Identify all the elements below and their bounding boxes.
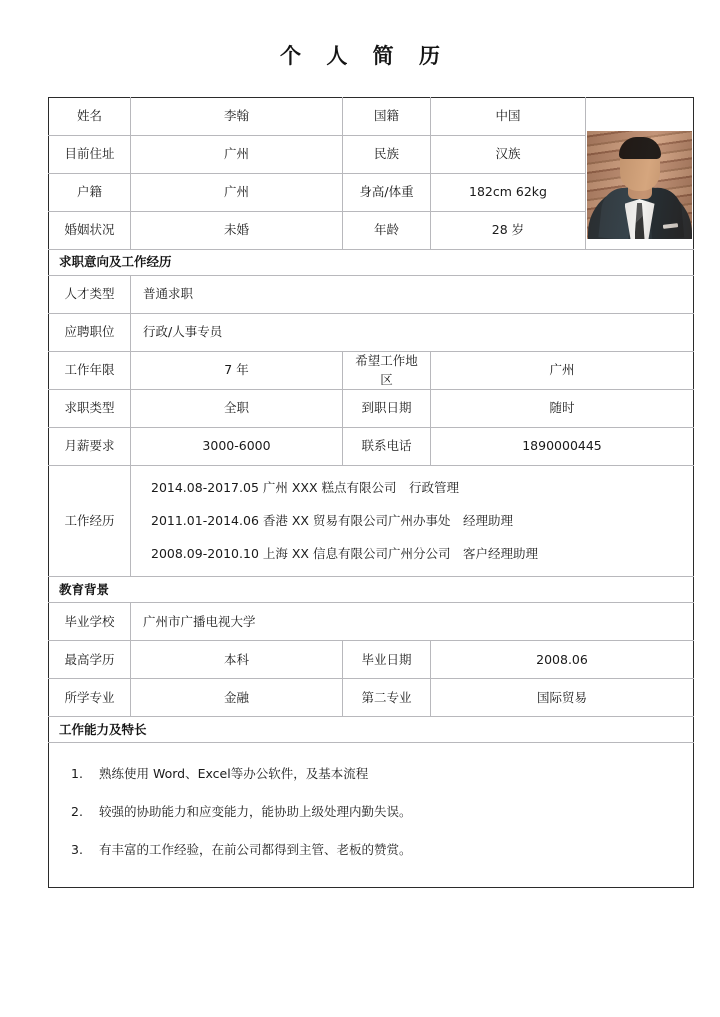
list-item: 2011.01-2014.06 香港 XX 贸易有限公司广州办事处 经理助理 (151, 512, 513, 528)
table-row (49, 641, 694, 679)
label-name: 姓名 (49, 98, 131, 136)
section-header-row (49, 577, 694, 603)
label-desired-area: 希望工作地区 (343, 352, 431, 390)
value-desired-area: 广州 (431, 352, 694, 390)
value-second-major: 国际贸易 (431, 679, 694, 717)
value-name: 李翰 (131, 98, 343, 136)
table-row (49, 352, 694, 390)
label-major: 所学专业 (49, 679, 131, 717)
list-item (71, 831, 685, 869)
label-highest-degree: 最高学历 (49, 641, 131, 679)
value-height-weight: 182cm 62kg (431, 174, 586, 212)
value-school: 广州市广播电视大学 (131, 603, 694, 641)
page-title: 个 人 简 历 (280, 44, 449, 68)
table-row (49, 603, 694, 641)
value-onboard-date: 随时 (431, 390, 694, 428)
label-age: 年龄 (343, 212, 431, 250)
label-phone: 联系电话 (343, 428, 431, 466)
skill-number: 2. (71, 804, 83, 820)
value-applied-position: 行政/人事专员 (131, 314, 694, 352)
value-years-experience: 7 年 (131, 352, 343, 390)
table-row (49, 428, 694, 466)
label-second-major: 第二专业 (343, 679, 431, 717)
label-job-type: 求职类型 (49, 390, 131, 428)
skills-list (57, 743, 685, 887)
label-applied-position: 应聘职位 (49, 314, 131, 352)
label-work-experience: 工作经历 (49, 466, 131, 577)
label-household-registration: 户籍 (49, 174, 131, 212)
skill-number: 3. (71, 842, 83, 858)
section-title-job-intention: 求职意向及工作经历 (49, 250, 694, 276)
value-phone: 1890000445 (431, 428, 694, 466)
table-row (49, 276, 694, 314)
skill-number: 1. (71, 766, 83, 782)
work-experience-list (139, 466, 685, 576)
value-work-experience (131, 466, 694, 577)
value-age: 28 岁 (431, 212, 586, 250)
section-header-row (49, 250, 694, 276)
table-row (49, 743, 694, 888)
value-nationality: 中国 (431, 98, 586, 136)
label-talent-type: 人才类型 (49, 276, 131, 314)
value-talent-type: 普通求职 (131, 276, 694, 314)
value-graduation-date: 2008.06 (431, 641, 694, 679)
value-marital-status: 未婚 (131, 212, 343, 250)
value-household-registration: 广州 (131, 174, 343, 212)
table-row (49, 98, 694, 136)
avatar (586, 98, 694, 250)
label-nationality: 国籍 (343, 98, 431, 136)
label-onboard-date: 到职日期 (343, 390, 431, 428)
label-school: 毕业学校 (49, 603, 131, 641)
section-title-skills: 工作能力及特长 (49, 717, 694, 743)
table-row (49, 466, 694, 577)
section-title-education: 教育背景 (49, 577, 694, 603)
value-salary-expectation: 3000-6000 (131, 428, 343, 466)
value-highest-degree: 本科 (131, 641, 343, 679)
value-ethnicity: 汉族 (431, 136, 586, 174)
skill-text: 熟练使用 Word、Excel等办公软件，及基本流程 (99, 766, 369, 782)
photo-lighting-overlay (587, 131, 692, 239)
value-major: 金融 (131, 679, 343, 717)
label-graduation-date: 毕业日期 (343, 641, 431, 679)
label-ethnicity: 民族 (343, 136, 431, 174)
portrait-photo (587, 131, 692, 239)
table-row (49, 390, 694, 428)
list-item (71, 755, 685, 793)
label-height-weight: 身高/体重 (343, 174, 431, 212)
label-marital-status: 婚姻状况 (49, 212, 131, 250)
label-current-address: 目前住址 (49, 136, 131, 174)
value-current-address: 广州 (131, 136, 343, 174)
table-row (49, 679, 694, 717)
list-item: 2014.08-2017.05 广州 XXX 糕点有限公司 行政管理 (151, 480, 460, 495)
section-header-row (49, 717, 694, 743)
skills-container (49, 743, 694, 888)
value-job-type: 全职 (131, 390, 343, 428)
label-salary-expectation: 月薪要求 (49, 428, 131, 466)
resume-table (48, 97, 694, 888)
skill-text: 较强的协助能力和应变能力，能协助上级处理内勤失误。 (99, 804, 412, 820)
list-item (71, 793, 685, 831)
skill-text: 有丰富的工作经验，在前公司都得到主管、老板的赞赏。 (99, 842, 412, 858)
label-years-experience: 工作年限 (49, 352, 131, 390)
table-row (49, 314, 694, 352)
list-item: 2008.09-2010.10 上海 XX 信息有限公司广州分公司 客户经理助理 (151, 545, 538, 561)
